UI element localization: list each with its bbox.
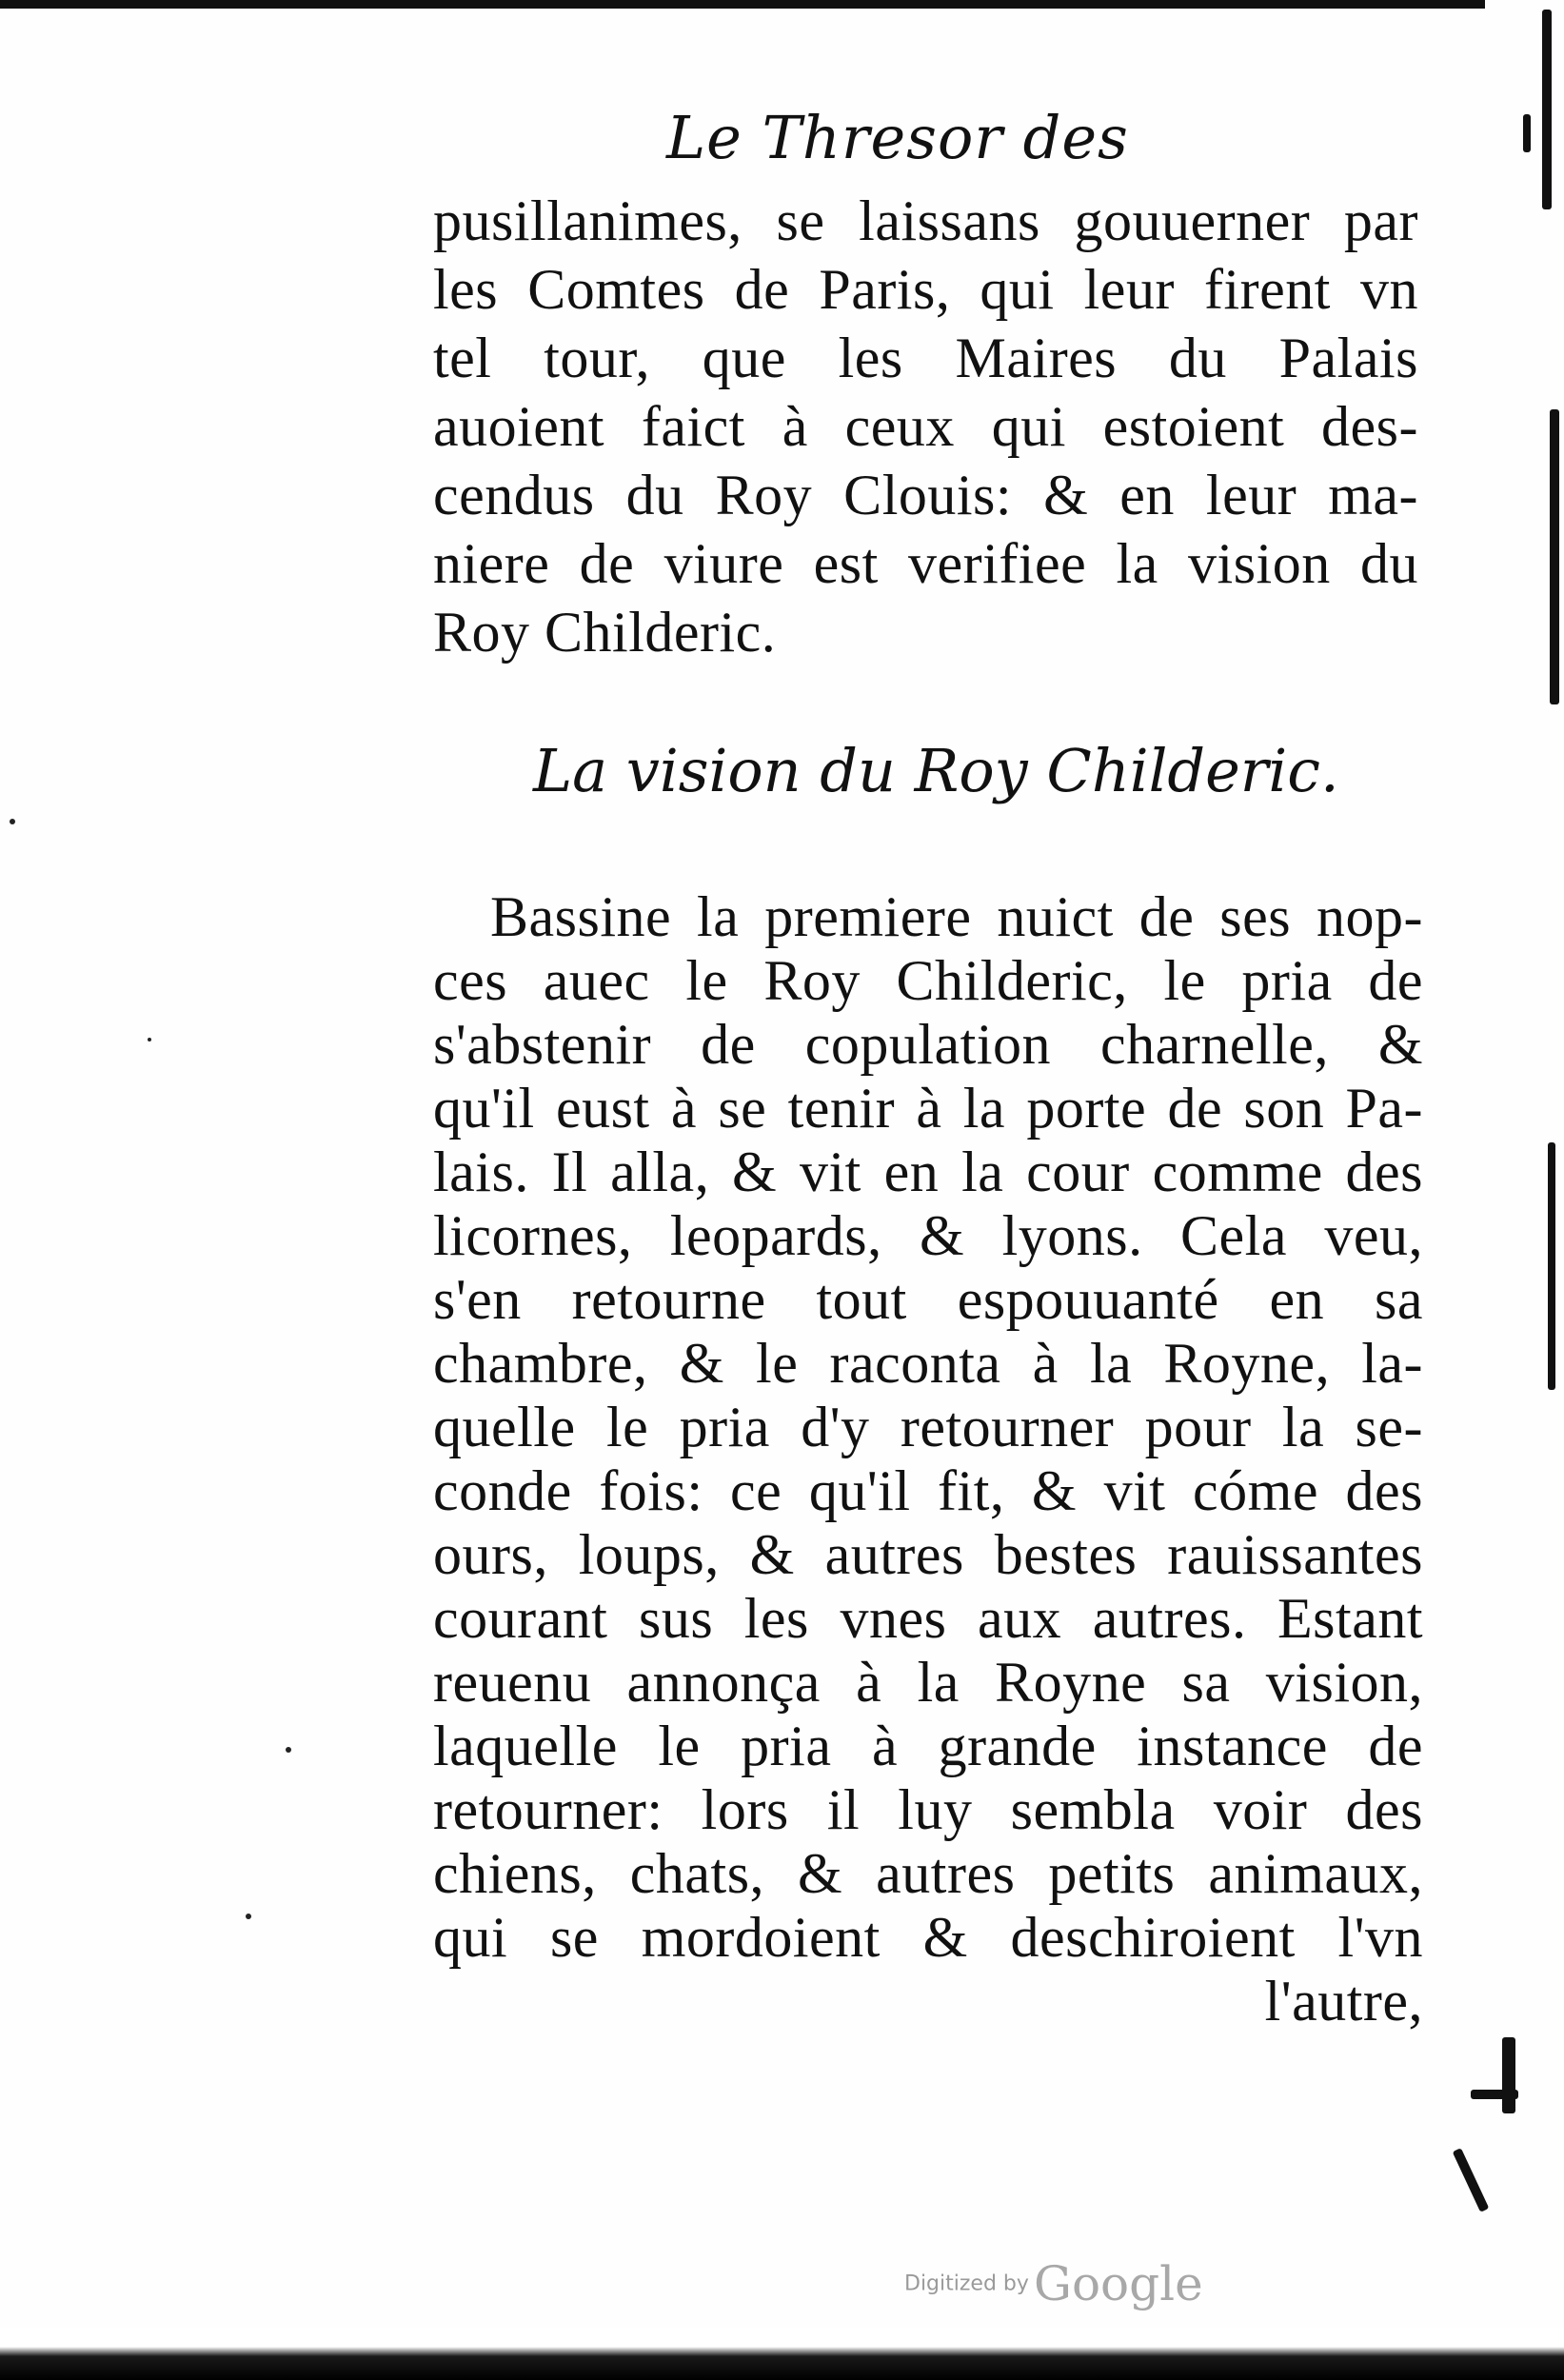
paragraph-2 [433,885,1423,2033]
text-line: ces auec le Roy Childeric, le pria de [433,949,1423,1012]
speck [148,1038,151,1041]
speck [246,1914,251,1919]
text-line: ours, loups, & autres bestes rauissantes [433,1523,1423,1586]
text-line: chambre, & le raconta à la Royne, la- [433,1332,1423,1395]
margin-artifact [1548,1142,1555,1390]
speck [286,1747,291,1753]
text-line: auoient faict à ceux qui estoient des- [433,395,1418,458]
text-line: pusillanimes, se laissans gouuerner par [433,189,1418,252]
scan-bottom-edge [0,2328,1564,2380]
text-line: les Comtes de Paris, qui leur firent vn [433,258,1418,321]
running-head: Le Thresor des [666,103,1129,172]
text-line: cendus du Roy Clouis: & en leur ma- [433,464,1418,526]
margin-artifact [1502,2037,1515,2113]
text-line: laquelle le pria à grande instance de [433,1715,1423,1777]
section-title: La vision du Roy Childeric. [533,736,1339,805]
margin-artifact [1542,10,1552,209]
paragraph-1 [433,187,1418,666]
text-line: quelle le pria d'y retourner pour la se- [433,1396,1423,1458]
text-line: chiens, chats, & autres petits animaux, [433,1842,1423,1905]
text-line: lais. Il alla, & vit en la cour comme des [433,1140,1423,1203]
margin-artifact [1453,2148,1490,2212]
catchword: l'autre, [1264,1970,1423,2033]
text-line: Roy Childeric. [433,601,777,664]
text-line: s'abstenir de copulation charnelle, & [433,1013,1423,1076]
text-line: qui se mordoient & deschiroient l'vn [433,1906,1423,1969]
text-line: courant sus les vnes aux autres. Estant [433,1587,1423,1650]
scan-top-edge [0,0,1485,9]
margin-artifact [1550,409,1559,704]
text-line: niere de viure est verifiee la vision du [433,532,1418,595]
text-line: qu'il eust à se tenir à la porte de son Pa- [433,1077,1423,1140]
text-line: conde fois: ce qu'il fit, & vit cóme des [433,1459,1423,1522]
text-line: retourner: lors il luy sembla voir des [433,1778,1423,1841]
text-line: licornes, leopards, & lyons. Cela veu, [433,1204,1423,1267]
text-line: reuenu annonça à la Royne sa vision, [433,1651,1423,1714]
watermark-brand: Google [1034,2256,1203,2311]
text-line: s'en retourne tout espouuanté en sa [433,1268,1423,1331]
text-line: tel tour, que les Maires du Palais [433,327,1418,389]
digitized-watermark [904,2256,1203,2311]
margin-artifact [1523,114,1531,152]
text-line: Bassine la premiere nuict de ses nop- [490,885,1423,948]
watermark-prefix: Digitized by [904,2271,1029,2296]
margin-artifact [1471,2090,1518,2099]
speck [10,819,15,824]
